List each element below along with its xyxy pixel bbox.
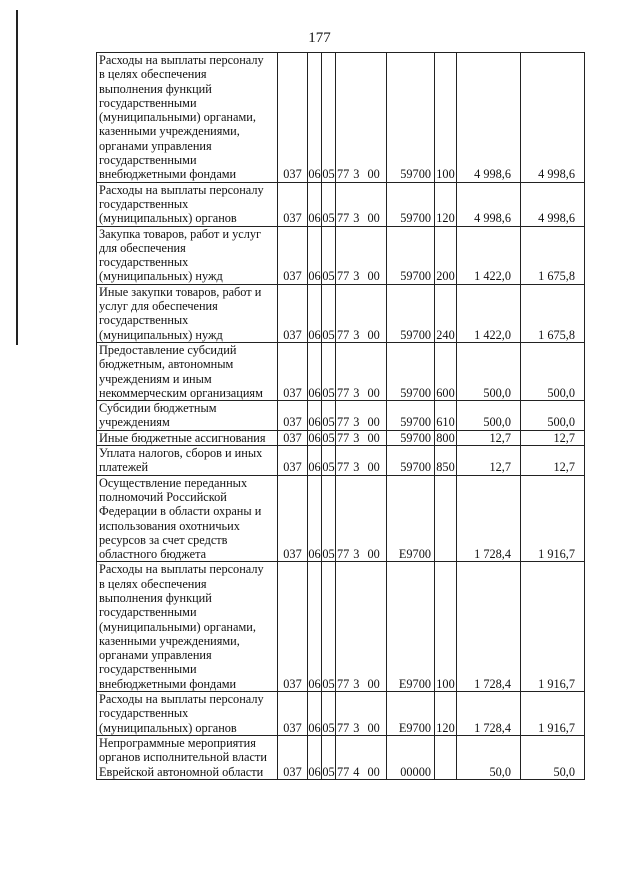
ministry-code-cell: 037 [278,342,308,400]
target-article-sub: 3 [353,385,360,400]
table-row [97,430,585,445]
expense-name-line: Предоставление субсидий [99,342,237,357]
expense-name-line: Расходы на выплаты персоналу [99,53,264,67]
expense-name-line: внебюджетными фондами [99,676,237,691]
amount-year2-cell: 12,7 [521,446,585,476]
ministry-code-cell: 037 [278,430,308,445]
amount-year2-cell: 500,0 [521,401,585,431]
expense-name-line: казенными учреждениями, [99,124,240,139]
target-article-sub: 3 [353,547,360,562]
table-row [97,735,585,779]
page-number: 177 [308,30,331,46]
expense-name-line: внебюджетными фондами [99,167,237,182]
subsection-cell: 05 [322,475,336,562]
ministry-code-cell: 037 [278,475,308,562]
expense-name-line: Осуществление переданных [99,475,248,490]
expense-name-cell [97,735,278,779]
expense-name-line: государственными [99,95,197,110]
expense-name-cell [97,446,278,476]
amount-year2-cell: 4 998,6 [521,53,585,183]
amount-year1-cell: 4 998,6 [457,182,521,226]
amount-year2-cell: 500,0 [521,342,585,400]
target-article-prog: 77 [337,211,350,226]
amount-year1-cell: 1 422,0 [457,284,521,342]
expense-name-line: в целях обеспечения [99,576,207,591]
amount-year1-cell: 12,7 [457,446,521,476]
expense-name-line: учреждениям и иным [99,371,212,386]
subsection-cell: 05 [322,692,336,736]
article-code-cell: 59700 [387,182,435,226]
expense-name-line: платежей [99,460,149,475]
expense-name-line: Иные закупки товаров, работ и [99,284,262,299]
expense-name-cell [97,342,278,400]
expense-name-line: органов исполнительной власти [99,750,267,765]
expense-type-cell [435,475,457,562]
table-row [97,182,585,226]
target-article-cell [336,53,387,183]
target-article-mid: 00 [367,764,380,779]
expense-name-cell [97,182,278,226]
section-cell: 06 [308,735,322,779]
expense-name-line: выполнения функций [99,590,212,605]
target-article-mid: 00 [367,269,380,284]
expense-type-cell: 600 [435,342,457,400]
section-cell: 06 [308,692,322,736]
table-body [97,53,585,780]
target-article-prog: 77 [337,327,350,342]
target-article-sub: 4 [353,764,360,779]
expense-name-line: органами управления [99,138,212,153]
section-cell: 06 [308,562,322,692]
table-row [97,342,585,400]
target-article-mid: 00 [367,460,380,475]
target-article-sub: 3 [353,211,360,226]
expense-name-line: бюджетным, автономным [99,357,234,372]
subsection-cell: 05 [322,401,336,431]
amount-year1-cell: 500,0 [457,342,521,400]
target-article-cell [336,401,387,431]
expense-type-cell: 850 [435,446,457,476]
target-article-prog: 77 [337,385,350,400]
expense-name-line: выполнения функций [99,81,212,96]
target-article-cell [336,430,387,445]
target-article-cell [336,226,387,284]
expense-name-line: Непрограммные мероприятия [99,735,256,750]
amount-year1-cell: 500,0 [457,401,521,431]
table-row [97,53,585,183]
target-article-sub: 3 [353,269,360,284]
amount-year2-cell: 1 916,7 [521,562,585,692]
expense-name-line: Федерации в области охраны и [99,504,262,519]
expense-name-line: Еврейской автономной области [99,764,264,779]
expense-name-line: Уплата налогов, сборов и иных [99,446,263,461]
expense-type-cell: 100 [435,562,457,692]
amount-year2-cell: 12,7 [521,430,585,445]
target-article-cell [336,284,387,342]
target-article-sub: 3 [353,676,360,691]
expense-type-cell [435,735,457,779]
table-row [97,401,585,431]
expense-type-cell: 800 [436,430,455,445]
expense-name-line: использования охотничьих [99,518,240,533]
target-article-prog: 77 [337,415,350,430]
expense-name-cell [97,692,278,736]
expense-name-line: государственными [99,605,197,620]
expense-type-cell: 610 [435,401,457,431]
target-article-prog: 77 [337,460,350,475]
amount-year1-cell: 4 998,6 [457,53,521,183]
amount-year2-cell: 1 675,8 [521,226,585,284]
target-article-prog: 77 [337,720,350,735]
ministry-code-cell: 037 [278,446,308,476]
expense-type-cell: 100 [435,53,457,183]
target-article-sub: 3 [353,430,360,445]
expense-name-line: Расходы на выплаты персоналу [99,692,264,707]
article-code-cell: 00000 [387,735,435,779]
article-code-cell: 59700 [387,53,435,183]
expense-name-line: (муниципальных) органов [99,720,237,735]
section-cell: 06 [308,475,322,562]
article-code-cell: 59700 [387,446,435,476]
ministry-code-cell: 037 [278,284,308,342]
expense-name-cell [97,53,278,183]
expense-name-cell [97,226,278,284]
section-cell: 06 [308,401,322,431]
expense-name-line: государственными [99,153,197,168]
amount-year1-cell: 1 422,0 [457,226,521,284]
target-article-prog: 77 [337,547,350,562]
ministry-code-cell: 037 [278,182,308,226]
amount-year2-cell: 1 675,8 [521,284,585,342]
article-code-cell: E9700 [387,475,435,562]
target-article-prog: 77 [337,167,350,182]
table-row [97,475,585,562]
ministry-code-cell: 037 [278,735,308,779]
target-article-sub: 3 [353,415,360,430]
expense-name-line: (муниципальными) органами, [99,110,256,125]
subsection-cell: 05 [322,53,336,183]
table-row [97,226,585,284]
section-cell: 06 [308,446,322,476]
expense-type-cell: 200 [435,226,457,284]
section-cell: 06 [308,182,322,226]
subsection-cell: 05 [322,735,336,779]
expense-name-line: (муниципальных) нужд [99,269,223,284]
target-article-mid: 00 [367,676,380,691]
article-code-cell: 59700 [387,342,435,400]
expense-name-line: ресурсов за счет средств [99,532,228,547]
expense-type-cell: 240 [435,284,457,342]
expense-name-line: органами управления [99,648,212,663]
expense-name-line: государственных [99,255,189,270]
target-article-cell [336,182,387,226]
section-cell: 06 [308,284,322,342]
expense-name-line: государственных [99,196,189,211]
target-article-prog: 77 [337,764,350,779]
expense-name-line: (муниципальных) органов [99,211,237,226]
amount-year1-cell: 1 728,4 [457,692,521,736]
article-code-cell: 59700 [387,430,435,445]
target-article-cell [336,692,387,736]
target-article-mid: 00 [367,547,380,562]
article-code-cell: E9700 [387,562,435,692]
expense-name-line: Расходы на выплаты персоналу [99,562,264,577]
target-article-mid: 00 [367,430,380,445]
ministry-code-cell: 037 [278,401,308,431]
article-code-cell: 59700 [387,401,435,431]
expense-name-line: Иные бюджетные ассигнования [99,430,266,445]
expense-name-cell [97,475,278,562]
target-article-cell [336,446,387,476]
expense-name-line: учреждениям [99,415,170,430]
target-article-mid: 00 [367,327,380,342]
expense-name-cell [97,401,278,431]
amount-year1-cell: 50,0 [457,735,521,779]
subsection-cell: 05 [322,182,336,226]
amount-year1-cell: 1 728,4 [457,475,521,562]
amount-year2-cell: 1 916,7 [521,692,585,736]
amount-year1-cell: 1 728,4 [457,562,521,692]
expense-name-line: в целях обеспечения [99,67,207,82]
subsection-cell: 05 [322,342,336,400]
subsection-cell: 05 [322,226,336,284]
target-article-cell [336,562,387,692]
expense-type-cell: 120 [435,692,457,736]
expense-name-cell [97,562,278,692]
expense-name-line: (муниципальных) нужд [99,327,223,342]
amount-year2-cell: 1 916,7 [521,475,585,562]
target-article-cell [336,735,387,779]
target-article-mid: 00 [367,385,380,400]
amount-year2-cell: 50,0 [521,735,585,779]
expense-name-line: Расходы на выплаты персоналу [99,182,264,197]
ministry-code-cell: 037 [278,562,308,692]
target-article-cell [336,475,387,562]
table-row [97,284,585,342]
expense-name-line: Закупка товаров, работ и услуг [99,226,262,241]
budget-table [96,52,585,780]
expense-type-cell: 120 [435,182,457,226]
expense-name-cell [97,284,278,342]
target-article-sub: 3 [353,327,360,342]
expense-name-line: областного бюджета [99,547,207,562]
target-article-mid: 00 [367,720,380,735]
target-article-prog: 77 [337,269,350,284]
subsection-cell: 05 [322,430,335,445]
article-code-cell: 59700 [387,284,435,342]
subsection-cell: 05 [322,284,336,342]
expense-name-line: государственных [99,313,189,328]
margin-line [16,10,18,345]
expense-name-line: для обеспечения [99,240,186,255]
amount-year1-cell: 12,7 [457,430,521,445]
expense-name-line: полномочий Российской [99,489,227,504]
expense-name-line: государственных [99,706,189,721]
target-article-prog: 77 [337,430,350,445]
table-row [97,446,585,476]
target-article-sub: 3 [353,460,360,475]
target-article-sub: 3 [353,720,360,735]
expense-name-line: казенными учреждениями, [99,633,240,648]
subsection-cell: 05 [322,446,336,476]
article-code-cell: 59700 [387,226,435,284]
table-row [97,562,585,692]
section-cell: 06 [308,342,322,400]
amount-year2-cell: 4 998,6 [521,182,585,226]
ministry-code-cell: 037 [278,692,308,736]
subsection-cell: 05 [322,562,336,692]
section-cell: 06 [308,430,321,445]
target-article-prog: 77 [337,676,350,691]
expense-name-line: услуг для обеспечения [99,299,218,314]
expense-name-line: некоммерческим организациям [99,385,263,400]
target-article-cell [336,342,387,400]
expense-name-line: Субсидии бюджетным [99,401,217,416]
target-article-mid: 00 [367,167,380,182]
article-code-cell: E9700 [387,692,435,736]
expense-name-cell [97,430,278,445]
ministry-code-cell: 037 [278,226,308,284]
section-cell: 06 [308,226,322,284]
target-article-mid: 00 [367,211,380,226]
expense-name-line: государственными [99,662,197,677]
ministry-code-cell: 037 [278,53,308,183]
table-row [97,692,585,736]
section-cell: 06 [308,53,322,183]
expense-name-line: (муниципальными) органами, [99,619,256,634]
target-article-sub: 3 [353,167,360,182]
target-article-mid: 00 [367,415,380,430]
